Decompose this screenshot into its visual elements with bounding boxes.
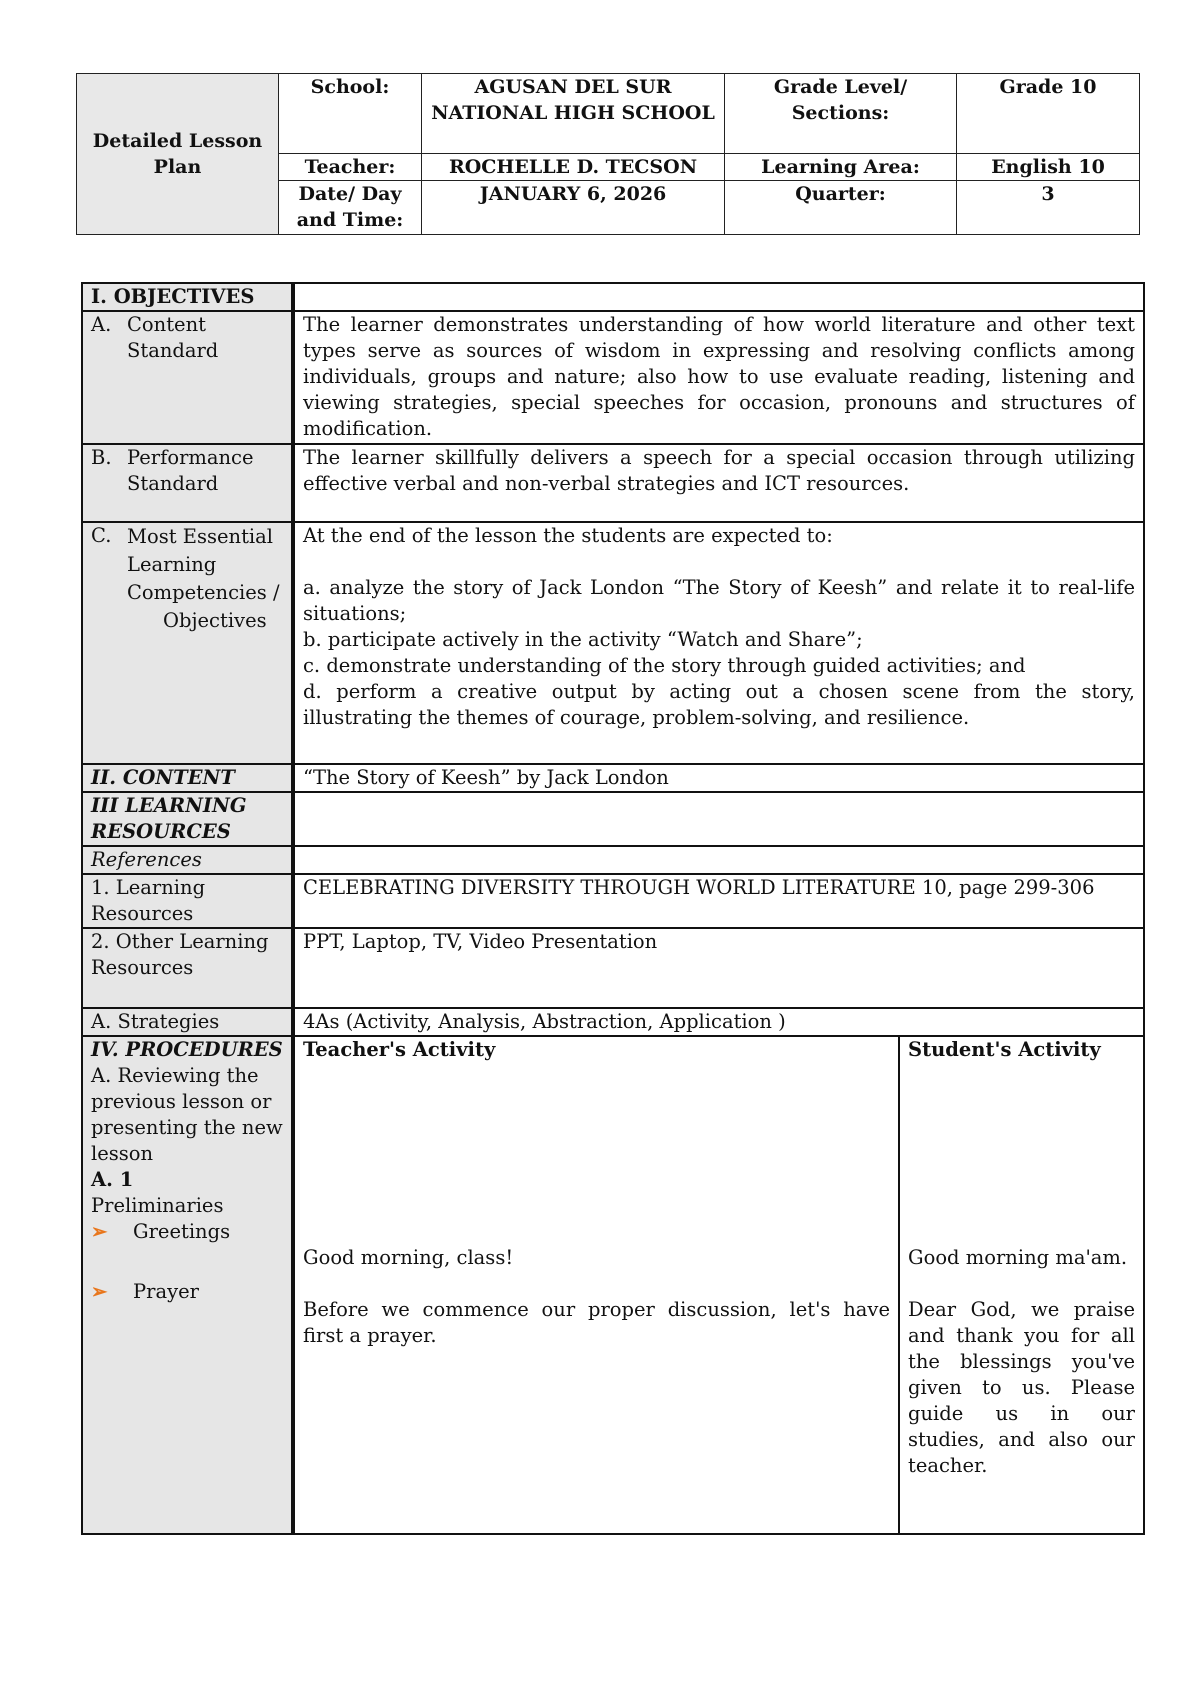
content-value: “The Story of Keesh” by Jack London <box>293 764 1144 792</box>
resources-heading-row <box>82 792 1144 846</box>
quarter-label: Quarter: <box>725 181 957 235</box>
strategies-row <box>82 1008 1144 1036</box>
arrow-bullet-icon: ➢ <box>91 1280 108 1303</box>
plan-title: Detailed Lesson Plan <box>77 74 279 235</box>
area-label: Learning Area: <box>725 154 957 181</box>
learning-resources-label: 1. Learning Resources <box>82 874 293 928</box>
preliminaries-label: Preliminaries <box>91 1194 224 1217</box>
date-value: JANUARY 6, 2026 <box>422 181 725 235</box>
teacher-value: ROCHELLE D. TECSON <box>422 154 725 181</box>
a1-label: A. 1 <box>91 1168 134 1191</box>
other-resources-label: 2. Other Learning Resources <box>82 928 293 1008</box>
school-value: AGUSAN DEL SUR NATIONAL HIGH SCHOOL <box>422 74 725 154</box>
school-label: School: <box>279 74 422 154</box>
grade-value: Grade 10 <box>957 74 1140 154</box>
procedures-row <box>82 1036 1144 1534</box>
perf-std-marker: B. <box>91 446 112 469</box>
perf-std-label: Performance Standard <box>127 446 254 495</box>
melc-item: a. analyze the story of Jack London “The Story of Keesh” and relate it to real-life situations; <box>303 576 1135 625</box>
greetings-label: Greetings <box>133 1220 231 1243</box>
quarter-value: 3 <box>957 181 1140 235</box>
melc-label-2: Objectives <box>163 609 267 632</box>
teacher-label: Teacher: <box>279 154 422 181</box>
greetings-item <box>91 1219 283 1245</box>
teacher-activity-header: Teacher's Activity <box>303 1038 496 1061</box>
procedures-heading: IV. PROCEDURES <box>91 1038 283 1061</box>
references-label: References <box>82 846 293 874</box>
content-standard-row <box>82 311 1144 444</box>
melc-item: b. participate actively in the activity “Watch and Share”; <box>303 628 863 651</box>
strategies-label: A. Strategies <box>82 1008 293 1036</box>
student-greeting: Good morning ma'am. <box>908 1246 1128 1269</box>
teacher-prayer: Before we commence our proper discussion, let's have first a prayer. <box>303 1298 890 1347</box>
prayer-item <box>91 1279 283 1305</box>
melc-intro: At the end of the lesson the students are expected to: <box>303 524 833 547</box>
content-heading: II. CONTENT <box>82 764 293 792</box>
student-activity-header: Student's Activity <box>908 1038 1101 1061</box>
review-label: A. Reviewing the previous lesson or presenting the new lesson <box>91 1064 283 1165</box>
melc-marker: C. <box>91 524 112 547</box>
learning-resources-value: CELEBRATING DIVERSITY THROUGH WORLD LITERATURE 10, page 299-306 <box>293 874 1144 928</box>
resources-heading: III LEARNING RESOURCES <box>82 792 293 846</box>
melc-item: c. demonstrate understanding of the story through guided activities; and <box>303 654 1026 677</box>
performance-standard-row <box>82 444 1144 522</box>
student-prayer: Dear God, we praise and thank you for all the blessings you've given to us. Please guide us in our studies, and also our teacher. <box>908 1298 1135 1477</box>
other-resources-value: PPT, Laptop, TV, Video Presentation <box>293 928 1144 1008</box>
content-std-marker: A. <box>91 313 112 336</box>
learning-resources-row <box>82 874 1144 928</box>
lesson-plan-table <box>81 282 1145 1535</box>
content-std-text: The learner demonstrates understanding of how world literature and other text types serve as sources of wisdom in expressing and resolving conflicts among individuals, groups and nature; also how to use evaluate reading, listening and viewing strategies, special speeches for occasion, pronouns and structures of modification. <box>293 311 1144 444</box>
grade-label: Grade Level/ Sections: <box>725 74 957 154</box>
melc-item: d. perform a creative output by acting out a chosen scene from the story, illustrating the themes of courage, problem-solving, and resilience. <box>303 680 1135 729</box>
area-value: English 10 <box>957 154 1140 181</box>
prayer-label: Prayer <box>133 1280 199 1303</box>
objectives-heading: I. OBJECTIVES <box>82 283 293 311</box>
content-row <box>82 764 1144 792</box>
date-label: Date/ Day and Time: <box>279 181 422 235</box>
perf-std-text: The learner skillfully delivers a speech for a special occasion through utilizing effective verbal and non-verbal strategies and ICT resources. <box>293 444 1144 522</box>
content-std-label: Content Standard <box>127 313 219 362</box>
teacher-greeting: Good morning, class! <box>303 1246 514 1269</box>
arrow-bullet-icon: ➢ <box>91 1220 108 1243</box>
melc-row <box>82 522 1144 764</box>
references-row <box>82 846 1144 874</box>
other-resources-row <box>82 928 1144 1008</box>
melc-label: Most Essential Learning Competencies / <box>127 525 280 604</box>
objectives-heading-row <box>82 283 1144 311</box>
strategies-value: 4As (Activity, Analysis, Abstraction, Application ) <box>293 1008 1144 1036</box>
lesson-header-table <box>76 73 1140 235</box>
